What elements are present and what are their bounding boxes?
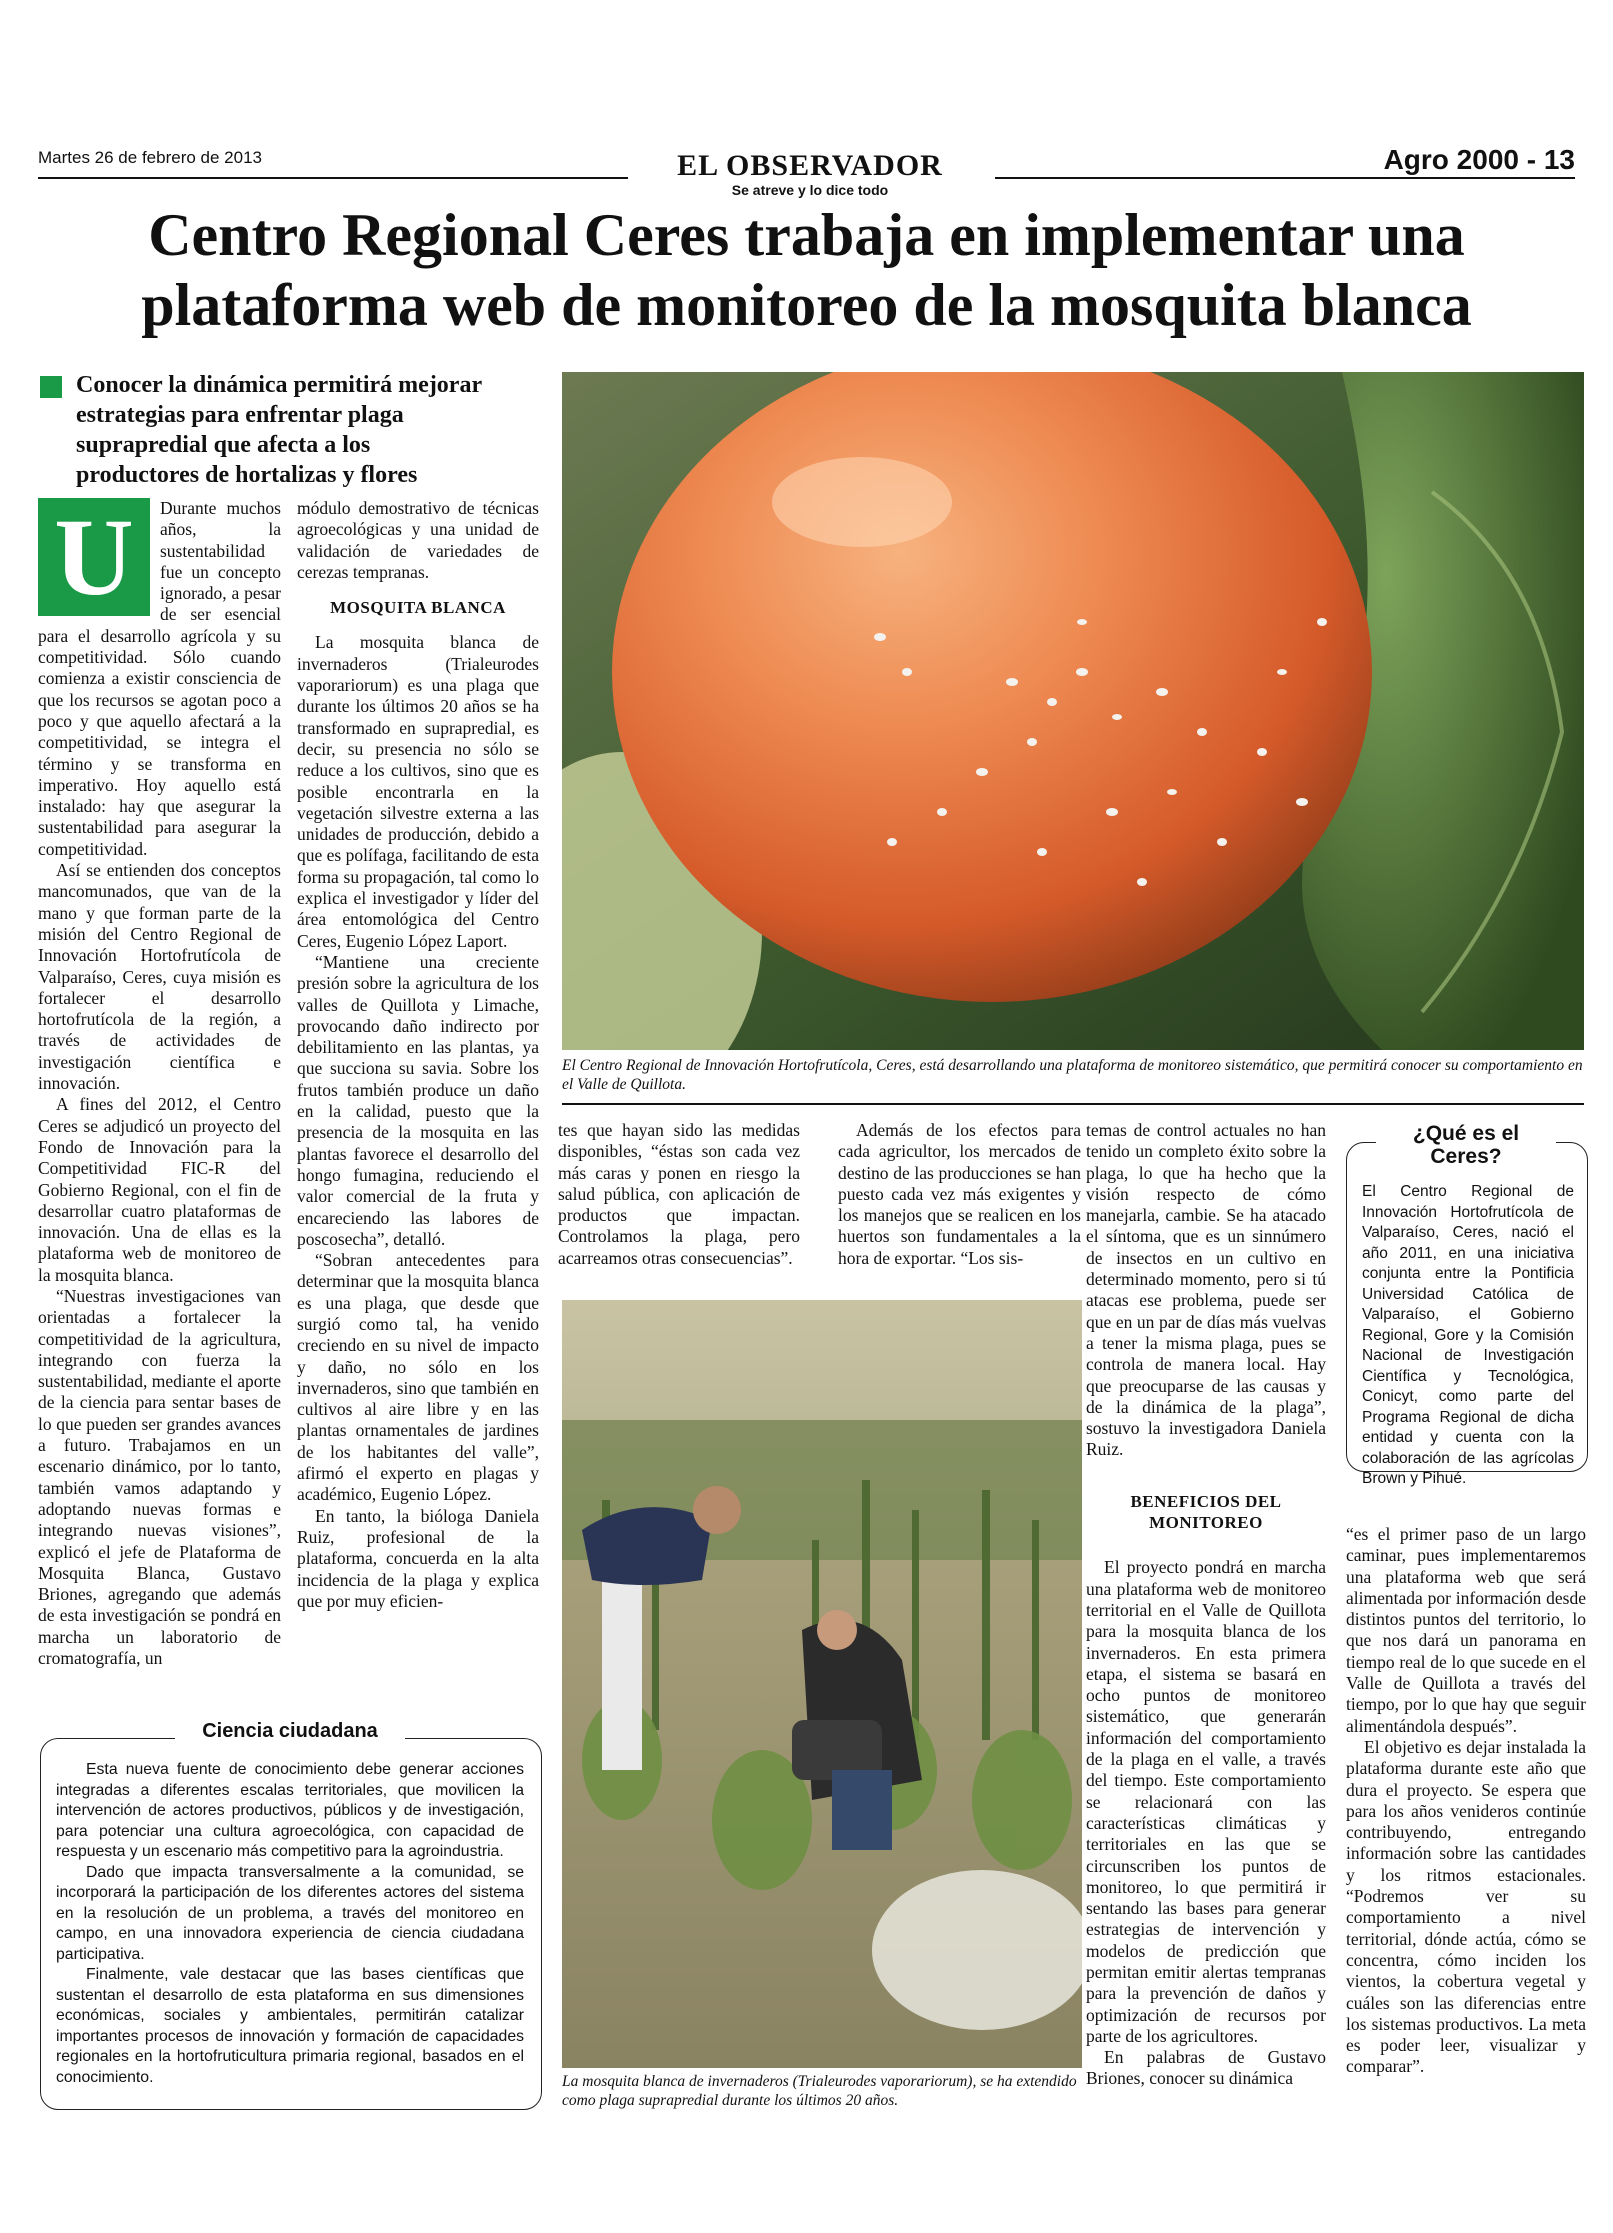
article-paragraph: Durante muchos años, la sustentabilidad fue un concepto ignorado, a pesar de ser esencial para el desarrollo agrícola y su competitividad. Sólo cuando comienza a existir consciencia de que los recursos se agotan poco a poco y que aquello afectará a la competitividad, se integra el término y se transforma en imperativo. Hoy aquello está instalado: hay que asegurar la sustentabilidad para asegurar la competitividad. (38, 498, 281, 859)
article-paragraph: El objetivo es dejar instalada la plataforma durante este año que dura el proyecto. Se espera que para los años venideros continúe contribuyendo, entregando información sobre las cantidades y los ritmos estacionales. “Podremos ver su comportamiento a nivel territorial, dónde actúa, cómo se concentra, cómo inciden los vientos, la cobertura vegetal y cuáles son las diferencias entre los sistemas productivos. La meta es poder leer, visualizar y comparar”. (1346, 1736, 1586, 2077)
article-paragraph: “Mantiene una creciente presión sobre la agricultura de los valles de Quillota y Limache, provocando daño indirecto por debilitamiento en las plantas, ya que succiona su savia. Sobre los frutos también produce un daño en la calidad, puesto que la presencia de la mosquita en las plantas favorece el desarrollo del hongo fumagina, reduciendo el valor comercial de la fruta y encareciendo las labores de poscosecha”, detalló. (297, 951, 539, 1249)
article-paragraph: temas de control actuales no han tenido un completo éxito sobre la plaga, lo que ha hecho que la visión respecto de cómo manejarla, cambie. Se ha atacado el síntoma, que es un sinnúmero de insectos en un cultivo en determinado momento, pero si tú atacas ese problema, puede ser que en un par de días más vuelvas a tener la misma plaga, pues se controla de manera local. Hay que preocuparse de las causas y de la dinámica de la plaga”, sostuvo la investigadora Daniela Ruiz. (1086, 1120, 1326, 1460)
dropcap: U (38, 498, 150, 616)
article-paragraph: Así se entienden dos conceptos mancomunados, que van de la mano y que forman parte de la misión del Centro Regional de Innovación Hortofrutícola de Valparaíso, Ceres, cuya misión es fortalecer el desarrollo hortofrutícola de la región, a través de actividades de investigación científica e innovación. (38, 860, 281, 1094)
header-rule-right (995, 177, 1575, 179)
article-paragraph: tes que hayan sido las medidas disponibles, “éstas son cada vez más caras y ponen en riesgo la salud pública, con aplicación de productos que impactan. Controlamos la plaga, pero acarreamos otras consecuencias”. (558, 1120, 800, 1268)
issue-date: Martes 26 de febrero de 2013 (38, 148, 262, 167)
article-column-6 (1346, 1524, 1586, 2078)
article-paragraph: El proyecto pondrá en marcha una plataforma web de monitoreo territorial en el Valle de Quillota para la mosquita blanca de los invernaderos. En esta primera etapa, el sistema se basará en ocho puntos de monitoreo sistemático, que generarán información del comportamiento de la plaga en el valle, a través del tiempo. Este comportamiento se relacionará con las características climáticas y territoriales en las que se circunscriben los puntos de monitoreo, lo que permitirá ir sentando las bases para generar estrategias de intervención y modelos de predicción que permitan emitir alertas tempranas para la prevención de daños y optimización de recursos por parte de los agricultores. (1086, 1557, 1326, 2046)
ciencia-title: Ciencia ciudadana (175, 1720, 405, 1742)
section-heading-mosquita: MOSQUITA BLANCA (330, 598, 506, 618)
article-paragraph: En tanto, la bióloga Daniela Ruiz, profesional de la plataforma, concuerda en la alta incidencia de la plaga y explica que por muy eficien- (297, 1505, 539, 1611)
article-paragraph: módulo demostrativo de técnicas agroecológicas y una unidad de validación de variedades de cerezas tempranas. (297, 498, 539, 582)
article-paragraph: La mosquita blanca de invernaderos (Trialeurodes vaporariorum) es una plaga que durante los últimos 20 años se ha transformado en suprapredial, es decir, su presencia no sólo se reduce a los cultivos, sino que es posible encontrarla en la vegetación silvestre externa a las unidades de producción, debido a que es polífaga, facilitando de esta forma su propagación, tal como lo explica el investigador y líder del área entomológica del Centro Ceres, Eugenio López Laport. (297, 632, 539, 951)
ciencia-paragraph: Dado que impacta transversalmente a la comunidad, se incorporará la participación de los diferentes actores del sistema en la resolución de un problema, a través del monitoreo en campo, en una innovadora experiencia de ciencia ciudadana participativa. (56, 1863, 524, 1963)
ciencia-paragraph: Esta nueva fuente de conocimiento debe generar acciones integradas a diferentes escalas territoriales, que movilicen la intervención de actores productivos, públicos y de investigación, para potenciar una cultura agroecológica, con capacidad de respuesta y un escenario más competitivo para la agroindustria. (56, 1761, 524, 1860)
divider (562, 1103, 1584, 1105)
newspaper-name: EL OBSERVADOR (677, 149, 943, 182)
article-paragraph: A fines del 2012, el Centro Ceres se adjudicó un proyecto del Fondo de Innovación para la Competitividad FIC-R del Gobierno Regional, con el fin de desarrollar cuatro plataformas de innovación. Una de ellas es la plataforma web de monitoreo de la mosquita blanca. (38, 1094, 281, 1285)
header-rule-left (38, 177, 628, 179)
section-heading-beneficios: BENEFICIOS DEL MONITOREO (1130, 1491, 1282, 1533)
headline: Centro Regional Ceres trabaja en implementar una plataforma web de monitoreo de la mosquita blanca (141, 202, 1472, 338)
subhead: Conocer la dinámica permitirá mejorar estrategias para enfrentar plaga suprapredial que afecta a los productores de hortalizas y flores (76, 372, 482, 488)
ciencia-paragraph: Finalmente, vale destacar que las bases científicas que sustentan el desarrollo de esta plataforma en sus dimensiones económicas, sociales y ambientales, permitirán catalizar importantes procesos de innovación y formación de capacidades regionales en la hortofruticultura primaria regional, basados en el conocimiento. (56, 1966, 524, 2086)
sidebar-title: ¿Qué es el Ceres? (1376, 1122, 1556, 1168)
tomato-whitefly-image (562, 372, 1584, 1050)
article-paragraph: En palabras de Gustavo Briones, conocer su dinámica (1086, 2047, 1326, 2089)
newspaper-tagline: Se atreve y lo dice todo (731, 182, 889, 198)
article-column-1 (38, 498, 281, 1669)
article-column-3 (558, 1120, 800, 1269)
field-photo (562, 1300, 1082, 2068)
article-paragraph: Además de los efectos para cada agricultor, los mercados de destino de las producciones se han puesto cada vez más exigentes y los manejos que se realicen en los huertos son fundamentales a la hora de exportar. “Los sis- (838, 1120, 1081, 1268)
article-column-4 (838, 1120, 1081, 1269)
article-paragraph: “Nuestras investigaciones van orientadas a fortalecer la competitividad de la agricultura, integrando con fuerza la sustentabilidad, mediante el aporte de la ciencia para sentar bases de lo que pueden ser grandes avances a futuro. Trabajamos en un escenario dinámico, por lo tanto, también vamos adaptando y adoptando nuevas formas e integrando nuevas visiones”, explicó el jefe de Plataforma de Mosquita Blanca, Gustavo Briones, agregando que además de esta investigación se pondrá en marcha un laboratorio de cromatografía, un (38, 1285, 281, 1669)
tomato-photo (562, 372, 1584, 1050)
subhead-bullet-icon (40, 376, 62, 398)
sidebar-text: El Centro Regional de Innovación Hortofrutícola de Valparaíso, Ceres, nació el año 2011, en una iniciativa conjunta entre la Pontificia Universidad Católica de Valparaíso, el Gobierno Regional, Gore y la Comisión Nacional de Investigación Científica y Tecnológica, Conicyt, como parte del Programa Regional de dicha entidad y cuenta con la colaboración de las agrícolas Brown y Pihué. (1362, 1183, 1574, 1487)
article-paragraph: “Sobran antecedentes para determinar que la mosquita blanca es una plaga, que desde que surgió como tal, ha venido creciendo en su nivel de impacto y daño, no sólo en los invernaderos, sino que también en cultivos al aire libre y en las plantas ornamentales de jardines de los habitantes del valle”, afirmó el experto en plagas y académico, Eugenio López. (297, 1250, 539, 1505)
photo-caption: El Centro Regional de Innovación Hortofrutícola, Ceres, está desarrollando una plataforma de monitoreo sistemático, que permitirá conocer su comportamiento en el Valle de Quillota. (562, 1057, 1583, 1093)
article-column-5 (1086, 1120, 1326, 2090)
article-column-2 (297, 498, 539, 1612)
field-researchers-image (562, 1300, 1082, 2068)
photo-caption: La mosquita blanca de invernaderos (Trialeurodes vaporariorum), se ha extendido como plaga suprapredial durante los últimos 20 años. (562, 2073, 1077, 2109)
article-paragraph: “es el primer paso de un largo caminar, pues implementaremos una plataforma web que será alimentada por información desde distintos puntos del territorio, lo que nos dará un panorama en tiempo real de lo que sucede en el Valle de Quillota a través del tiempo, por lo que hay que seguir alimentándola después”. (1346, 1524, 1586, 1736)
section-page-number: Agro 2000 - 13 (1383, 144, 1575, 175)
ciencia-text (56, 1760, 524, 2088)
masthead (600, 150, 1020, 198)
